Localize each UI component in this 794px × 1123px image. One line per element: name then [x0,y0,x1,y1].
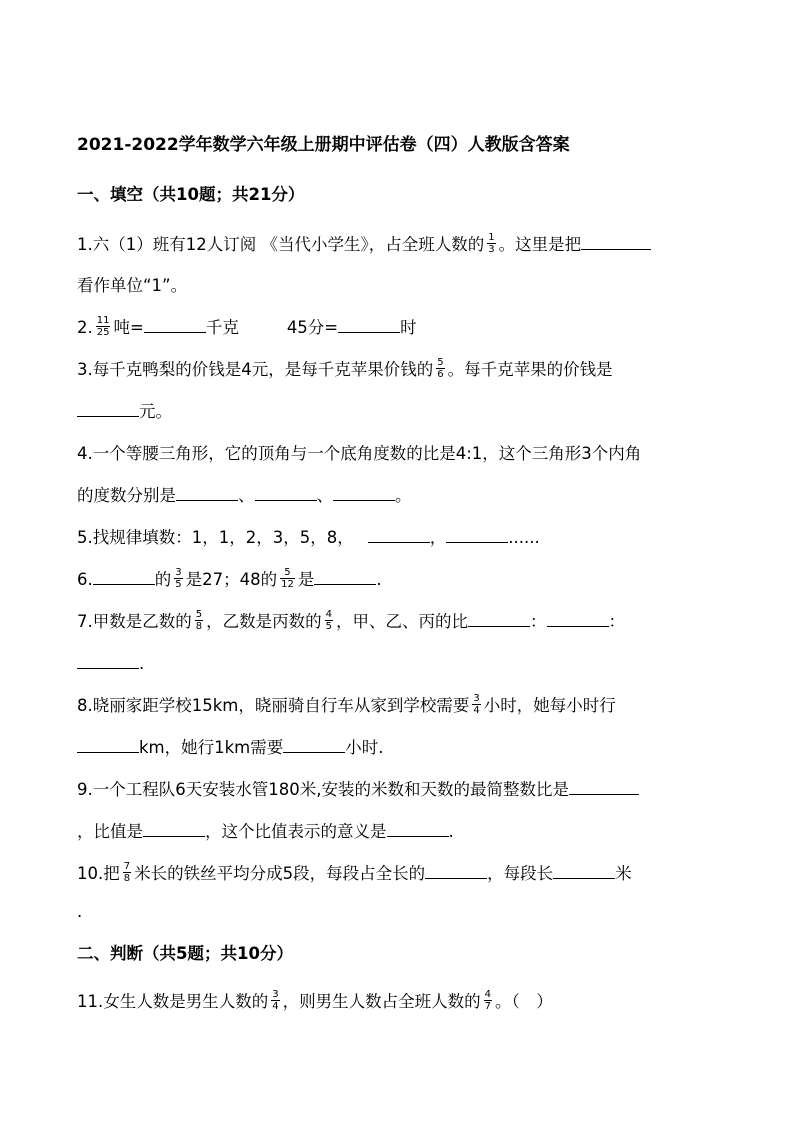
q5-text-a: 5.找规律填数：1，1，2，3，5，8， [77,528,354,547]
q3-text-b: 。每千克苹果的价钱是 [447,360,613,379]
question-1-line-1 [77,233,651,257]
q11-frac1-num: 3 [272,989,279,1000]
question-6 [77,568,382,592]
q2-text-a: 吨= [113,318,144,337]
q6-frac1-num: 3 [175,567,182,578]
q9-text-a: 9.一个工程队6天安装水管180米,安装的米数和天数的最简整数比是 [77,780,569,799]
q4-text-a: 4.一个等腰三角形，它的顶角与一个底角度数的比是4:1，这个三角形3个内角 [77,444,642,463]
q4-answer-blank-3[interactable] [333,485,395,501]
q11-text-c[interactable]: 。（ ） [495,992,553,1011]
q10-frac-den: 8 [123,873,131,884]
q4-answer-blank-1[interactable] [176,485,238,501]
q2-text-d: 时 [400,318,417,337]
q5-answer-blank-1[interactable] [368,527,430,543]
question-11 [77,990,553,1014]
q9-answer-blank-3[interactable] [387,821,449,837]
q3-frac-den: 6 [437,369,444,380]
q7-frac2-num: 4 [325,609,332,620]
q6-frac2-den: 12 [281,579,294,590]
q2-text-b: 千克 [205,318,239,337]
q7-sep-1: ： [530,612,547,631]
section-fill-in-heading: 一、填空（共10题；共21分） [77,185,305,204]
q8-frac-den: 4 [473,705,480,716]
q6-text-b: 是27；48的 [185,570,278,589]
q11-fraction-2 [484,989,492,1012]
q4-sep-2: 、 [316,486,333,505]
question-10-line-2 [77,900,82,924]
q1-frac-den: 3 [488,244,495,255]
q5-end: ...... [508,528,540,547]
q2-frac-num: 11 [96,315,110,326]
q11-frac2-num: 4 [484,989,491,1000]
q8-text-b: 小时，她每小时行 [483,696,616,715]
q6-answer-blank-1[interactable] [93,569,155,585]
q4-text-b: 的度数分别是 [77,486,176,505]
question-7-line-2 [77,652,144,676]
q7-answer-blank-1[interactable] [468,611,530,627]
question-10-line-1 [77,862,632,886]
q1-frac-num: 1 [488,232,495,243]
q8-text-c: km，她行1km需要 [139,738,284,757]
q1-text-b: 。这里是把 [498,235,582,254]
q5-sep: ， [429,528,447,547]
q7-frac1-num: 5 [195,609,203,620]
question-3-line-2 [77,400,172,424]
q11-fraction-1 [271,989,279,1012]
q7-text-b: ，乙数是丙数的 [206,612,322,631]
q7-fraction-2 [325,609,333,632]
q10-answer-blank-1[interactable] [425,863,487,879]
q3-fraction [436,357,444,380]
q3-text-c: 元。 [139,402,172,421]
question-4-line-1 [77,442,641,466]
question-5 [77,526,540,550]
q4-end: 。 [395,486,412,505]
q9-answer-blank-1[interactable] [569,779,639,795]
q10-text-c: ，每段长 [487,864,554,883]
q9-end: . [448,822,454,841]
q3-answer-blank[interactable] [77,401,139,417]
q1-text-c: 看作单位“1”。 [77,276,188,295]
q2-prefix: 2. [77,318,93,337]
q8-frac-num: 3 [473,693,480,704]
q10-frac-num: 7 [123,861,131,872]
q5-answer-blank-2[interactable] [446,527,508,543]
q6-text-c: 是 [297,570,315,589]
question-4-line-2 [77,484,412,508]
q8-answer-blank-2[interactable] [283,737,345,753]
q6-fraction-1 [174,567,182,590]
q7-fraction-1 [195,609,203,632]
q1-answer-blank[interactable] [581,234,651,250]
q10-text-b: 米长的铁丝平均分成5段，每段占全长的 [134,864,426,883]
q7-frac2-den: 5 [325,621,332,632]
q8-answer-blank-1[interactable] [77,737,139,753]
question-8-line-1 [77,694,616,718]
question-3-line-1 [77,358,613,382]
q1-fraction [487,232,495,255]
q1-text-a: 1.六（1）班有12人订阅 《当代小学生》，占全班人数的 [77,235,485,254]
q6-answer-blank-2[interactable] [314,569,376,585]
q7-text-c: ，甲、乙、丙的比 [336,612,468,631]
q7-sep-2: ： [608,612,625,631]
q7-frac1-den: 8 [195,621,203,632]
question-9-line-2 [77,820,454,844]
document-title: 2021-2022学年数学六年级上册期中评估卷（四）人教版含答案 [77,135,570,155]
q9-text-b: ，比值是 [77,822,143,841]
q6-end: . [376,570,382,589]
q8-fraction [472,693,480,716]
q11-text-a: 11.女生人数是男生人数的 [77,992,269,1011]
q7-end: . [139,654,145,673]
section-judgement-heading: 二、判断（共5题；共10分） [77,944,293,963]
q11-text-b: ，则男生人数占全班人数的 [282,992,481,1011]
q8-text-a: 8.晓丽家距学校15km，晓丽骑自行车从家到学校需要 [77,696,470,715]
q7-answer-blank-3[interactable] [77,653,139,669]
q6-fraction-2 [280,567,295,590]
q8-text-d: 小时. [345,738,384,757]
q10-text-a: 10.把 [77,864,120,883]
q2-answer-blank-1[interactable] [144,317,206,333]
q10-text-d: 米 [615,864,632,883]
question-1-line-2 [77,274,187,298]
q4-sep-1: 、 [238,486,255,505]
q10-answer-blank-2[interactable] [553,863,615,879]
q11-frac1-den: 4 [272,1001,279,1012]
question-8-line-2 [77,736,384,760]
q3-text-a: 3.每千克鸭梨的价钱是4元，是每千克苹果价钱的 [77,360,434,379]
q10-text-e: . [77,902,83,921]
q6-frac1-den: 5 [175,579,182,590]
q2-answer-blank-2[interactable] [338,317,400,333]
q11-frac2-den: 7 [484,1001,491,1012]
q6-frac2-num: 5 [284,567,291,578]
q2-frac-den: 25 [96,327,110,338]
q9-answer-blank-2[interactable] [143,821,205,837]
q6-prefix: 6. [77,570,93,589]
q3-frac-num: 5 [437,357,444,368]
q10-fraction [123,861,131,884]
q7-answer-blank-2[interactable] [547,611,609,627]
question-2 [77,316,417,340]
question-7-line-1 [77,610,625,634]
question-9-line-1 [77,778,639,802]
q2-fraction [96,315,111,338]
q9-text-c: ，这个比值表示的意义是 [205,822,387,841]
q2-text-c: 45分= [286,318,339,337]
q6-text-a: 的 [154,570,172,589]
q4-answer-blank-2[interactable] [255,485,317,501]
q7-text-a: 7.甲数是乙数的 [77,612,192,631]
